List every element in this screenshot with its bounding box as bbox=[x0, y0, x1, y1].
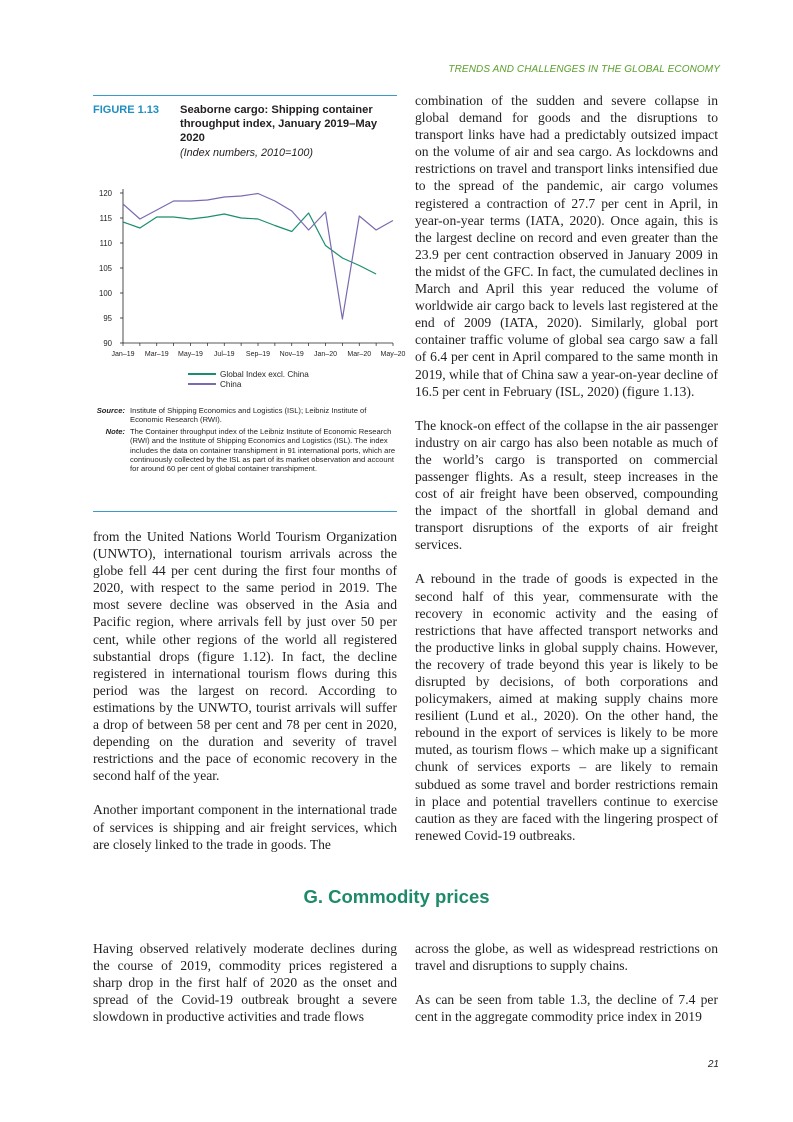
x-tick-label: May–19 bbox=[178, 351, 203, 358]
legend-item-china bbox=[188, 379, 309, 389]
bottom-right-paragraph-1: across the globe, as well as widespread restrictions on travel and disruptions to supply chains. bbox=[415, 941, 718, 974]
bottom-left-column bbox=[93, 940, 397, 1042]
figure-number: FIGURE 1.13 bbox=[93, 104, 160, 116]
running-header: TRENDS AND CHALLENGES IN THE GLOBAL ECONOMY bbox=[448, 64, 720, 75]
right-paragraph-2: The knock-on effect of the collapse in the air passenger industry on air cargo has also been notable as much of the world’s cargo is transported on commercial passenger flights. As a result, steep increases in the cost of air freight have been observed, compounding the impact of the shortfall in global demand and transport disruptions of the exports of air freight services. bbox=[415, 417, 718, 553]
legend-item-global bbox=[188, 369, 309, 379]
y-tick-label: 105 bbox=[98, 264, 112, 273]
figure-note bbox=[93, 427, 397, 474]
x-tick-label: Mar–19 bbox=[144, 351, 169, 358]
source-label: Source: bbox=[96, 406, 125, 415]
x-tick-label: Mar–20 bbox=[347, 351, 372, 358]
figure-top-rule bbox=[93, 95, 397, 96]
figure-subtitle: (Index numbers, 2010=100) bbox=[180, 147, 313, 159]
y-tick-label: 95 bbox=[103, 314, 112, 323]
legend-swatch-china bbox=[188, 383, 216, 384]
legend-swatch-global bbox=[188, 373, 216, 374]
series-line-global bbox=[123, 213, 376, 274]
note-label: Note: bbox=[105, 426, 125, 436]
figure-title: Seaborne cargo: Shipping container throughput index, January 2019–May 2020 bbox=[180, 104, 378, 144]
y-tick-label: 110 bbox=[99, 239, 112, 248]
right-column bbox=[415, 92, 718, 861]
y-tick-label: 120 bbox=[98, 189, 112, 198]
bottom-left-paragraph-1: Having observed relatively moderate declines during the course of 2019, commodity prices registered a sharp drop in the first half of 2020 as the onset and spread of the Covid-19 outbreak brought a severe slowdown in productive activities and trade flows bbox=[93, 941, 397, 1025]
right-paragraph-1: combination of the sudden and severe collapse in global demand for goods and the disruptions to transport links have had a predictably outsized impact on the volume of air and sea cargo. As lockdowns and restrictions on travel and transport links intensified due to the spread of the pandemic, air cargo volumes registered a contraction of 27.7 per cent in April, in year-on-year terms (IATA, 2020). Once again, this is the largest decline on record and even greater than the 23.9 per cent contraction observed in January 2009 in the midst of the GFC. In fact, the cumulated declines in March and April this year reduced the volume of worldwide air cargo back to levels last registered at the end of 2009 (IATA, 2020). Similarly, global port container traffic volume of global sea cargo saw a fall of 6.4 per cent in April compared to the same month in 2019, while that of China saw a year-on-year decline of 16.5 per cent in February (ISL, 2020) (figure 1.13). bbox=[415, 93, 718, 399]
container-throughput-chart bbox=[93, 183, 406, 363]
x-tick-label: Jan–20 bbox=[314, 351, 337, 358]
legend-label-china: China bbox=[220, 379, 242, 389]
figure-source bbox=[93, 406, 397, 425]
chart-legend bbox=[188, 369, 309, 389]
x-tick-label: May–20 bbox=[380, 351, 406, 358]
x-tick-label: Nov–19 bbox=[279, 351, 304, 358]
bottom-right-paragraph-2: As can be seen from table 1.3, the decline of 7.4 per cent in the aggregate commodity price index in 2019 bbox=[415, 992, 718, 1025]
y-tick-label: 115 bbox=[99, 214, 112, 223]
series-line-china bbox=[123, 194, 393, 320]
bottom-right-column bbox=[415, 940, 718, 1042]
legend-label-global: Global Index excl. China bbox=[220, 369, 309, 379]
source-text: Institute of Shipping Economics and Logistics (ISL); Leibniz Institute of Economic Research (RWI). bbox=[130, 406, 367, 425]
x-tick-label: Sep–19 bbox=[245, 351, 271, 358]
left-column bbox=[93, 528, 397, 870]
figure-bottom-rule bbox=[93, 511, 397, 512]
y-tick-label: 90 bbox=[103, 339, 112, 348]
y-tick-label: 100 bbox=[98, 289, 112, 298]
section-heading: G. Commodity prices bbox=[303, 886, 490, 907]
note-text: The Container throughput index of the Leibniz Institute of Economic Research (RWI) and the Institute of Shipping Economics and Logistics (ISL). The index includes the data on container transhipment in 91 international ports, which are continuously collected by the ISL as part of its market observation and account for around 60 per cent of global container transhipment. bbox=[130, 426, 396, 474]
right-paragraph-3: A rebound in the trade of goods is expected in the second half of this year, commensurate with the recovery in economic activity and the easing of restrictions that have affected transport networks and the productive links in global supply chains. However, the recovery of trade beyond this year is likely to be disrupted by decisions, of both corporations and policymakers, aimed at making supply chains more resilient (Lund et al., 2020). On the other hand, the rebound in the export of services is likely to be more muted, as tourism flows – which make up a significant chunk of services exports – are likely to remain subdued as some travel and border restrictions remain in place and potential travellers continue to exercise caution as they are faced with the lingering prospect of renewed Covid-19 outbreaks. bbox=[415, 571, 718, 843]
x-tick-label: Jul–19 bbox=[213, 351, 235, 358]
page-number: 21 bbox=[707, 1059, 719, 1070]
figure-notes bbox=[93, 406, 397, 476]
x-tick-label: Jan–19 bbox=[111, 351, 135, 358]
left-paragraph-1: from the United Nations World Tourism Organization (UNWTO), international tourism arrivals across the globe fell 44 per cent during the first four months of 2020, with respect to the same period in 2019. The most severe decline was observed in the Asia and Pacific region, where arrivals fell by just over 50 per cent, while other regions of the world all registered substantial drops (figure 1.12). In fact, the decline registered in international tourism flows during this period was the largest on record. According to estimations by the UNWTO, tourist arrivals will suffer a drop of between 58 per cent and 78 per cent in 2020, depending on the duration and severity of travel restrictions and the pace of economic recovery in the second half of the year. bbox=[93, 529, 397, 784]
left-paragraph-2: Another important component in the international trade of services is shipping and air freight services, which are closely linked to the trade in goods. The bbox=[93, 802, 397, 852]
